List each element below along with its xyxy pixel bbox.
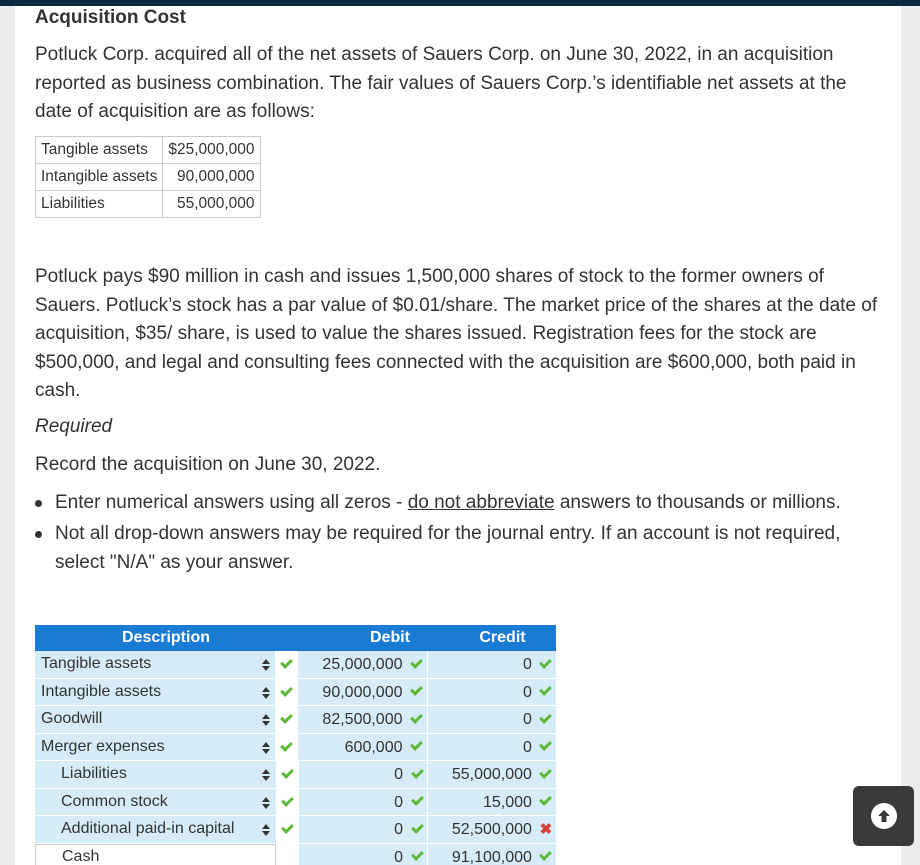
- fv-value: 90,000,000: [163, 164, 260, 191]
- check-icon: [281, 794, 294, 807]
- journal-entry-table: [35, 625, 556, 865]
- debit-input[interactable]: 0: [299, 816, 407, 844]
- check-icon: [540, 656, 553, 669]
- account-label: Liabilities: [61, 765, 127, 783]
- credit-input[interactable]: 55,000,000: [428, 761, 536, 789]
- details-text: Potluck pays $90 million in cash and issues 1,500,000 shares of stock to the former owners of Sauers. Potluck’s stock has a par value of $0.01/share. The market price of the shares at the date of acquisition, $35/ share, is used to value the shares issued. Registration fees for the stock are $500,000, and legal and consulting fees connected with the acquisition are $600,000, both paid in cash.: [35, 266, 878, 401]
- select-arrows-icon: [262, 687, 270, 699]
- do-not-abbreviate-link[interactable]: do not abbreviate: [407, 492, 555, 513]
- journal-row: [35, 844, 556, 865]
- credit-input[interactable]: 0: [428, 651, 536, 679]
- credit-input[interactable]: 91,100,000: [428, 844, 536, 865]
- description-header: Description: [121, 629, 210, 646]
- credit-input[interactable]: 15,000: [428, 789, 536, 817]
- instruction-notes: [35, 488, 895, 579]
- journal-row: [35, 816, 556, 844]
- check-icon: [540, 738, 553, 751]
- check-icon: [411, 793, 424, 806]
- check-icon: [281, 821, 294, 834]
- list-item: Enter numerical answers using all zeros - do not abbreviate answers to thousands or millions.: [35, 488, 895, 517]
- check-icon: [540, 793, 553, 806]
- debit-input[interactable]: 600,000: [298, 734, 406, 762]
- account-select[interactable]: [35, 844, 276, 865]
- journal-row: [35, 706, 556, 734]
- incorrect-x-icon: ✖: [539, 820, 553, 838]
- account-label: Tangible assets: [41, 655, 152, 673]
- account-select[interactable]: [35, 679, 275, 707]
- journal-row: [35, 789, 556, 817]
- journal-row: [35, 734, 556, 762]
- select-arrows-icon: [262, 797, 270, 809]
- table-row: [36, 164, 261, 191]
- check-icon: [411, 848, 424, 861]
- account-label: Goodwill: [41, 710, 103, 728]
- debit-input[interactable]: 90,000,000: [298, 679, 406, 707]
- check-icon: [280, 711, 293, 724]
- debit-header: Debit: [370, 629, 410, 646]
- check-icon: [410, 738, 423, 751]
- check-icon: [540, 683, 553, 696]
- credit-input[interactable]: 0: [428, 734, 536, 762]
- bullet-icon: [35, 500, 42, 507]
- credit-input[interactable]: 0: [428, 679, 536, 707]
- check-icon: [410, 711, 423, 724]
- fv-label: Intangible assets: [36, 164, 163, 191]
- select-arrows-icon: [262, 769, 270, 781]
- account-label: Cash: [62, 848, 100, 865]
- fv-value: 55,000,000: [163, 191, 260, 218]
- account-select[interactable]: [35, 651, 275, 679]
- instruction-text: Record the acquisition on June 30, 2022.: [35, 454, 381, 475]
- account-label: Merger expenses: [41, 737, 165, 755]
- table-row: [36, 191, 261, 218]
- account-select[interactable]: [35, 706, 275, 734]
- debit-input[interactable]: 0: [299, 789, 407, 817]
- fv-label: Tangible assets: [36, 137, 163, 164]
- journal-row: [35, 679, 556, 707]
- debit-input[interactable]: 0: [299, 761, 407, 789]
- account-label: Intangible assets: [41, 682, 162, 700]
- page-title: Acquisition Cost: [35, 7, 186, 28]
- check-icon: [540, 766, 553, 779]
- arrow-up-icon: [871, 803, 897, 829]
- check-icon: [411, 821, 424, 834]
- list-item: Not all drop-down answers may be required for the journal entry. If an account is not required, select "N/A" as your answer.: [35, 519, 895, 577]
- select-arrows-icon: [262, 714, 270, 726]
- fair-value-table: [35, 136, 261, 218]
- account-select[interactable]: [35, 734, 275, 762]
- journal-row: [35, 761, 556, 789]
- check-icon: [540, 848, 553, 861]
- account-label: Additional paid-in capital: [61, 820, 235, 838]
- journal-row: [35, 651, 556, 679]
- check-icon: [410, 683, 423, 696]
- select-arrows-icon: [262, 742, 270, 754]
- account-select[interactable]: [35, 789, 276, 817]
- check-icon: [281, 766, 294, 779]
- required-label: Required: [35, 416, 113, 437]
- check-icon: [280, 684, 293, 697]
- select-arrows-icon: [262, 659, 270, 671]
- account-select[interactable]: [35, 816, 276, 844]
- debit-input[interactable]: 82,500,000: [298, 706, 406, 734]
- select-arrows-icon: [262, 824, 270, 836]
- credit-header: Credit: [479, 629, 526, 646]
- credit-input[interactable]: 0: [428, 706, 536, 734]
- fv-value: $25,000,000: [163, 137, 260, 164]
- credit-input[interactable]: 52,500,000: [428, 816, 536, 844]
- check-icon: [280, 656, 293, 669]
- debit-input[interactable]: 0: [299, 844, 407, 865]
- fv-label: Liabilities: [36, 191, 163, 218]
- debit-input[interactable]: 25,000,000: [298, 651, 406, 679]
- check-icon: [280, 739, 293, 752]
- check-icon: [410, 656, 423, 669]
- scroll-to-top-button[interactable]: [853, 786, 914, 846]
- check-icon: [540, 711, 553, 724]
- table-row: [36, 137, 261, 164]
- account-select[interactable]: [35, 761, 276, 789]
- bullet-icon: [35, 531, 42, 538]
- intro-text: Potluck Corp. acquired all of the net assets of Sauers Corp. on June 30, 2022, in an acquisition reported as business combination. The fair values of Sauers Corp.’s identifiable net assets at the date of acquisition are as follows:: [35, 44, 847, 122]
- journal-header: [35, 625, 556, 651]
- check-icon: [411, 766, 424, 779]
- account-label: Common stock: [61, 792, 168, 810]
